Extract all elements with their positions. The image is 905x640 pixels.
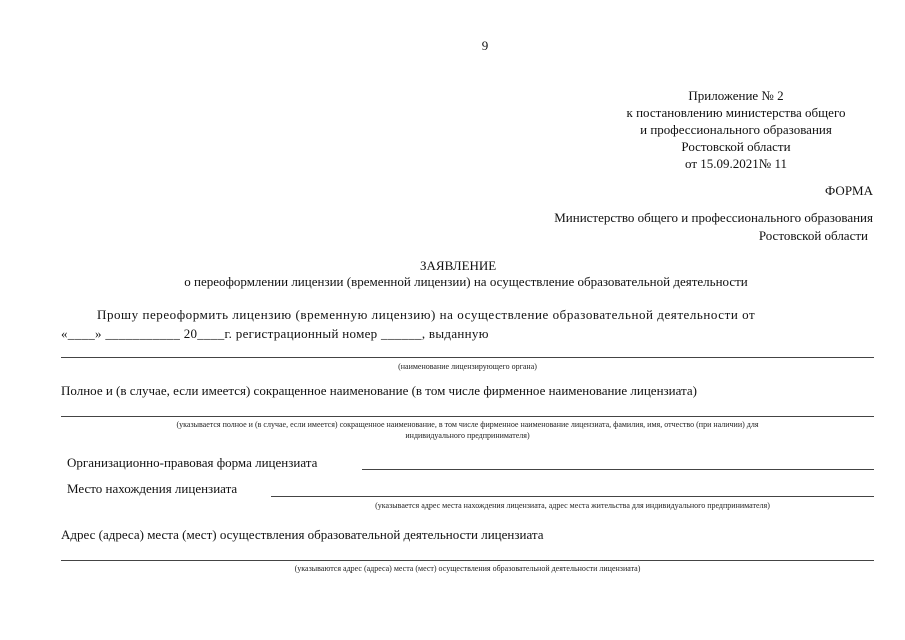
location-hint: (указывается адрес места нахождения лицензиата, адрес места жительства для индивидуального предпринимателя) [375,501,770,510]
appendix-line: к постановлению министерства общего [626,105,846,120]
full-name-hint: (указывается полное и (в случае, если имеется) сокращенное наименование, в том числе фирменное наименование лицензиата, фамилия, имя, отчество (при наличии) для [176,420,759,429]
appendix-header [600,87,872,172]
request-text-line: Прошу переоформить лицензию (временную лицензию) на осуществление образовательной деятельности от [97,307,756,322]
legal-form-label: Организационно-правовая форма лицензиата [67,455,318,470]
form-label: ФОРМА [825,183,873,198]
appendix-line: Ростовской области [681,139,791,154]
issuing-authority-field[interactable] [61,357,874,358]
activity-address-hint: (указываются адрес (адреса) места (мест) осуществления образовательной деятельности лицензиата) [294,564,641,573]
full-name-label: Полное и (в случае, если имеется) сокращенное наименование (в том числе фирменное наименование лицензиата) [61,383,697,398]
full-name-hint: индивидуального предпринимателя) [405,431,530,440]
location-label: Место нахождения лицензиата [67,481,238,496]
activity-address-label: Адрес (адреса) места (мест) осуществления образовательной деятельности лицензиата [61,527,544,542]
legal-form-field[interactable] [362,469,874,470]
appendix-line: от 15.09.2021№ 11 [685,156,787,171]
document-subtitle: о переоформлении лицензии (временной лицензии) на осуществление образовательной деятельности [184,274,748,289]
addressee-line: Министерство общего и профессионального образования [554,210,873,225]
addressee-block [554,209,873,245]
page-number: 9 [481,38,489,53]
activity-address-field[interactable] [61,560,874,561]
appendix-line: Приложение № 2 [688,88,784,103]
document-title: ЗАЯВЛЕНИЕ [420,258,497,273]
full-name-field[interactable] [61,416,874,417]
appendix-line: и профессионального образования [640,122,832,137]
addressee-line: Ростовской области [758,228,868,243]
request-text-line: «____» ___________ 20____г. регистрационный номер ______, выданную [61,326,489,341]
location-field[interactable] [271,496,874,497]
issuing-authority-hint: (наименование лицензирующего органа) [398,362,537,371]
